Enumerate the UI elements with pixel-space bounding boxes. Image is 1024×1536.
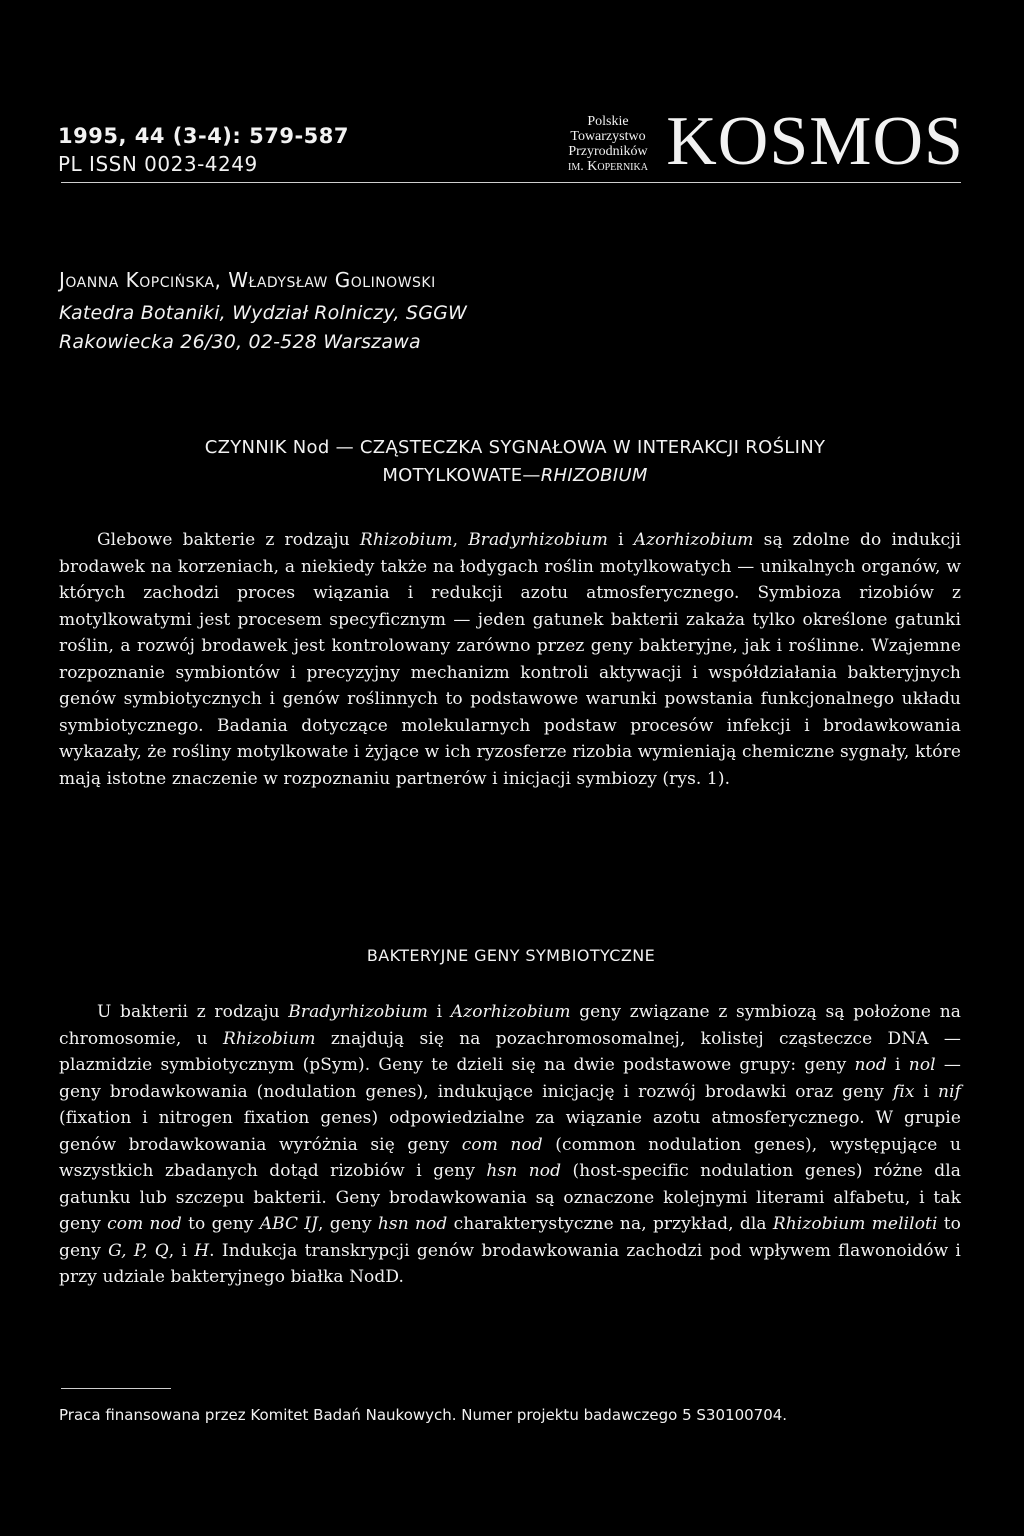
- text-run: Glebowe bakterie z rodzaju: [97, 530, 360, 550]
- text-run: i: [428, 1002, 451, 1022]
- section-heading: BAKTERYJNE GENY SYMBIOTYCZNE: [366, 946, 656, 965]
- text-run: ,: [452, 530, 469, 550]
- italic-run: G, P, Q: [108, 1240, 169, 1261]
- italic-run: Rhizobium: [222, 1028, 316, 1049]
- italic-run: nif: [938, 1081, 961, 1102]
- text-run: są zdolne do indukcji brodawek na korzeniach, a niekiedy także na łodygach roślin motylkowatych — unikalnych organów, w których zachodzi proces wiązania i redukcji azotu atmosferycznego. Symbioza rizobiów z motylkowatymi jest procesem specyficznym — jeden gatunek bakterii zakaża tylko określone gatunki roślin, a rozwój brodawek jest kontrolowany zarówno przez geny bakteryjne, jak i roślinne. Wzajemne rozpoznanie symbiontów i precyzyjny mechanizm kontroli aktywacji i współdziałania bakteryjnych genów symbiotycznych i genów roślinnych to podstawowe warunki powstania funkcjonalnego układu symbiotycznego. Badania dotyczące molekularnych podstaw procesów infekcji i brodawkowania wykazały, że rośliny motylkowate i żyjące w ich ryzosferze rizobia wymieniają chemiczne sygnały, które mają istotne znaczenie w rozpoznaniu partnerów i inicjacji symbiozy (rys. 1).: [59, 530, 962, 789]
- text-run: znajdują się na pozachromosomalnej, kolistej cząsteczce DNA — plazmidzie symbiotycznym (pSym). Geny te dzieli się na dwie podstawowe grupy: geny: [59, 1028, 961, 1075]
- society-line: Przyrodników: [568, 144, 648, 159]
- title-text: MOTYLKOWATE—: [382, 465, 541, 486]
- italic-run: ABC IJ: [259, 1214, 319, 1234]
- italic-run: Rhizobium: [359, 530, 453, 550]
- society-line: Polskie: [587, 114, 629, 129]
- text-run: (host-specific nodulation genes) różne dla gatunku lub szczepu bakterii. Geny brodawkowania są oznaczone kolejnymi literami alfabetu, i tak geny: [59, 1161, 961, 1234]
- text-run: — geny brodawkowania (nodulation genes), indukujące inicjację i rozwój brodawki oraz geny: [59, 1055, 961, 1102]
- title-line: CZYNNIK Nod — CZĄSTECZKA SYGNAŁOWA W INTERAKCJI ROŚLINY: [204, 437, 826, 458]
- article-title: [75, 434, 955, 490]
- italic-run: Azorhizobium: [633, 530, 754, 550]
- authors: Joanna Kopcińska, Władysław Golinowski: [59, 268, 436, 292]
- society-line: im. Kopernika: [568, 159, 648, 174]
- italic-run: Rhizobium meliloti: [772, 1214, 938, 1234]
- italic-run: Bradyrhizobium: [468, 530, 608, 550]
- society-line: Towarzystwo: [570, 129, 646, 144]
- italic-run: nod: [854, 1055, 887, 1075]
- italic-run: Azorhizobium: [450, 1002, 571, 1022]
- journal-title: KOSMOS: [666, 103, 964, 180]
- footnote-divider: [61, 1388, 171, 1389]
- paragraph-intro: [59, 527, 961, 792]
- issue-citation: 1995, 44 (3-4): 579-587: [58, 124, 350, 148]
- text-run: i: [607, 530, 634, 550]
- citation-block: [58, 122, 349, 178]
- society-logo-text: [533, 114, 683, 174]
- text-run: , i: [168, 1240, 195, 1261]
- issn: PL ISSN 0023-4249: [58, 152, 258, 176]
- text-run: geny związane z symbiozą są położone na chromosomie, u: [59, 1002, 961, 1049]
- text-run: U bakterii z rodzaju: [97, 1002, 289, 1022]
- text-run: charakterystyczne na, przykład, dla: [447, 1214, 773, 1234]
- italic-run: H: [194, 1240, 210, 1261]
- funding-footnote: Praca finansowana przez Komitet Badań Naukowych. Numer projektu badawczego 5 S30100704.: [59, 1406, 788, 1424]
- journal-header: [58, 100, 964, 183]
- title-italic: RHIZOBIUM: [540, 465, 648, 486]
- italic-run: Bradyrhizobium: [288, 1002, 428, 1022]
- text-run: to geny: [181, 1214, 260, 1234]
- affiliation-line: Katedra Botaniki, Wydział Rolniczy, SGGW: [59, 302, 468, 324]
- text-run: . Indukcja transkrypcji genów brodawkowania zachodzi pod wpływem flawonoidów i przy udziale bakteryjnego białka NodD.: [59, 1240, 961, 1287]
- text-run: i: [914, 1081, 939, 1102]
- text-run: (common nodulation genes), występujące u wszystkich zbadanych dotąd rizobiów i geny: [59, 1134, 961, 1181]
- affiliation-address: Rakowiecka 26/30, 02-528 Warszawa: [59, 331, 421, 353]
- italic-run: nol: [908, 1055, 936, 1075]
- italic-run: fix: [892, 1081, 915, 1102]
- text-run: i: [886, 1055, 909, 1075]
- paragraph-genes: [59, 999, 961, 1291]
- text-run: , geny: [318, 1214, 378, 1234]
- text-run: to geny: [59, 1214, 961, 1261]
- italic-run: hsn nod: [377, 1214, 448, 1234]
- text-run: (fixation i nitrogen fixation genes) odpowiedzialne za wiązanie azotu atmosferycznego. W grupie genów brodawkowania wyróżnia się geny: [59, 1108, 961, 1155]
- italic-run: com nod: [107, 1214, 182, 1234]
- article-page: [58, 100, 964, 1424]
- italic-run: hsn nod: [486, 1161, 562, 1181]
- italic-run: com nod: [461, 1134, 543, 1155]
- title-line: [75, 462, 955, 490]
